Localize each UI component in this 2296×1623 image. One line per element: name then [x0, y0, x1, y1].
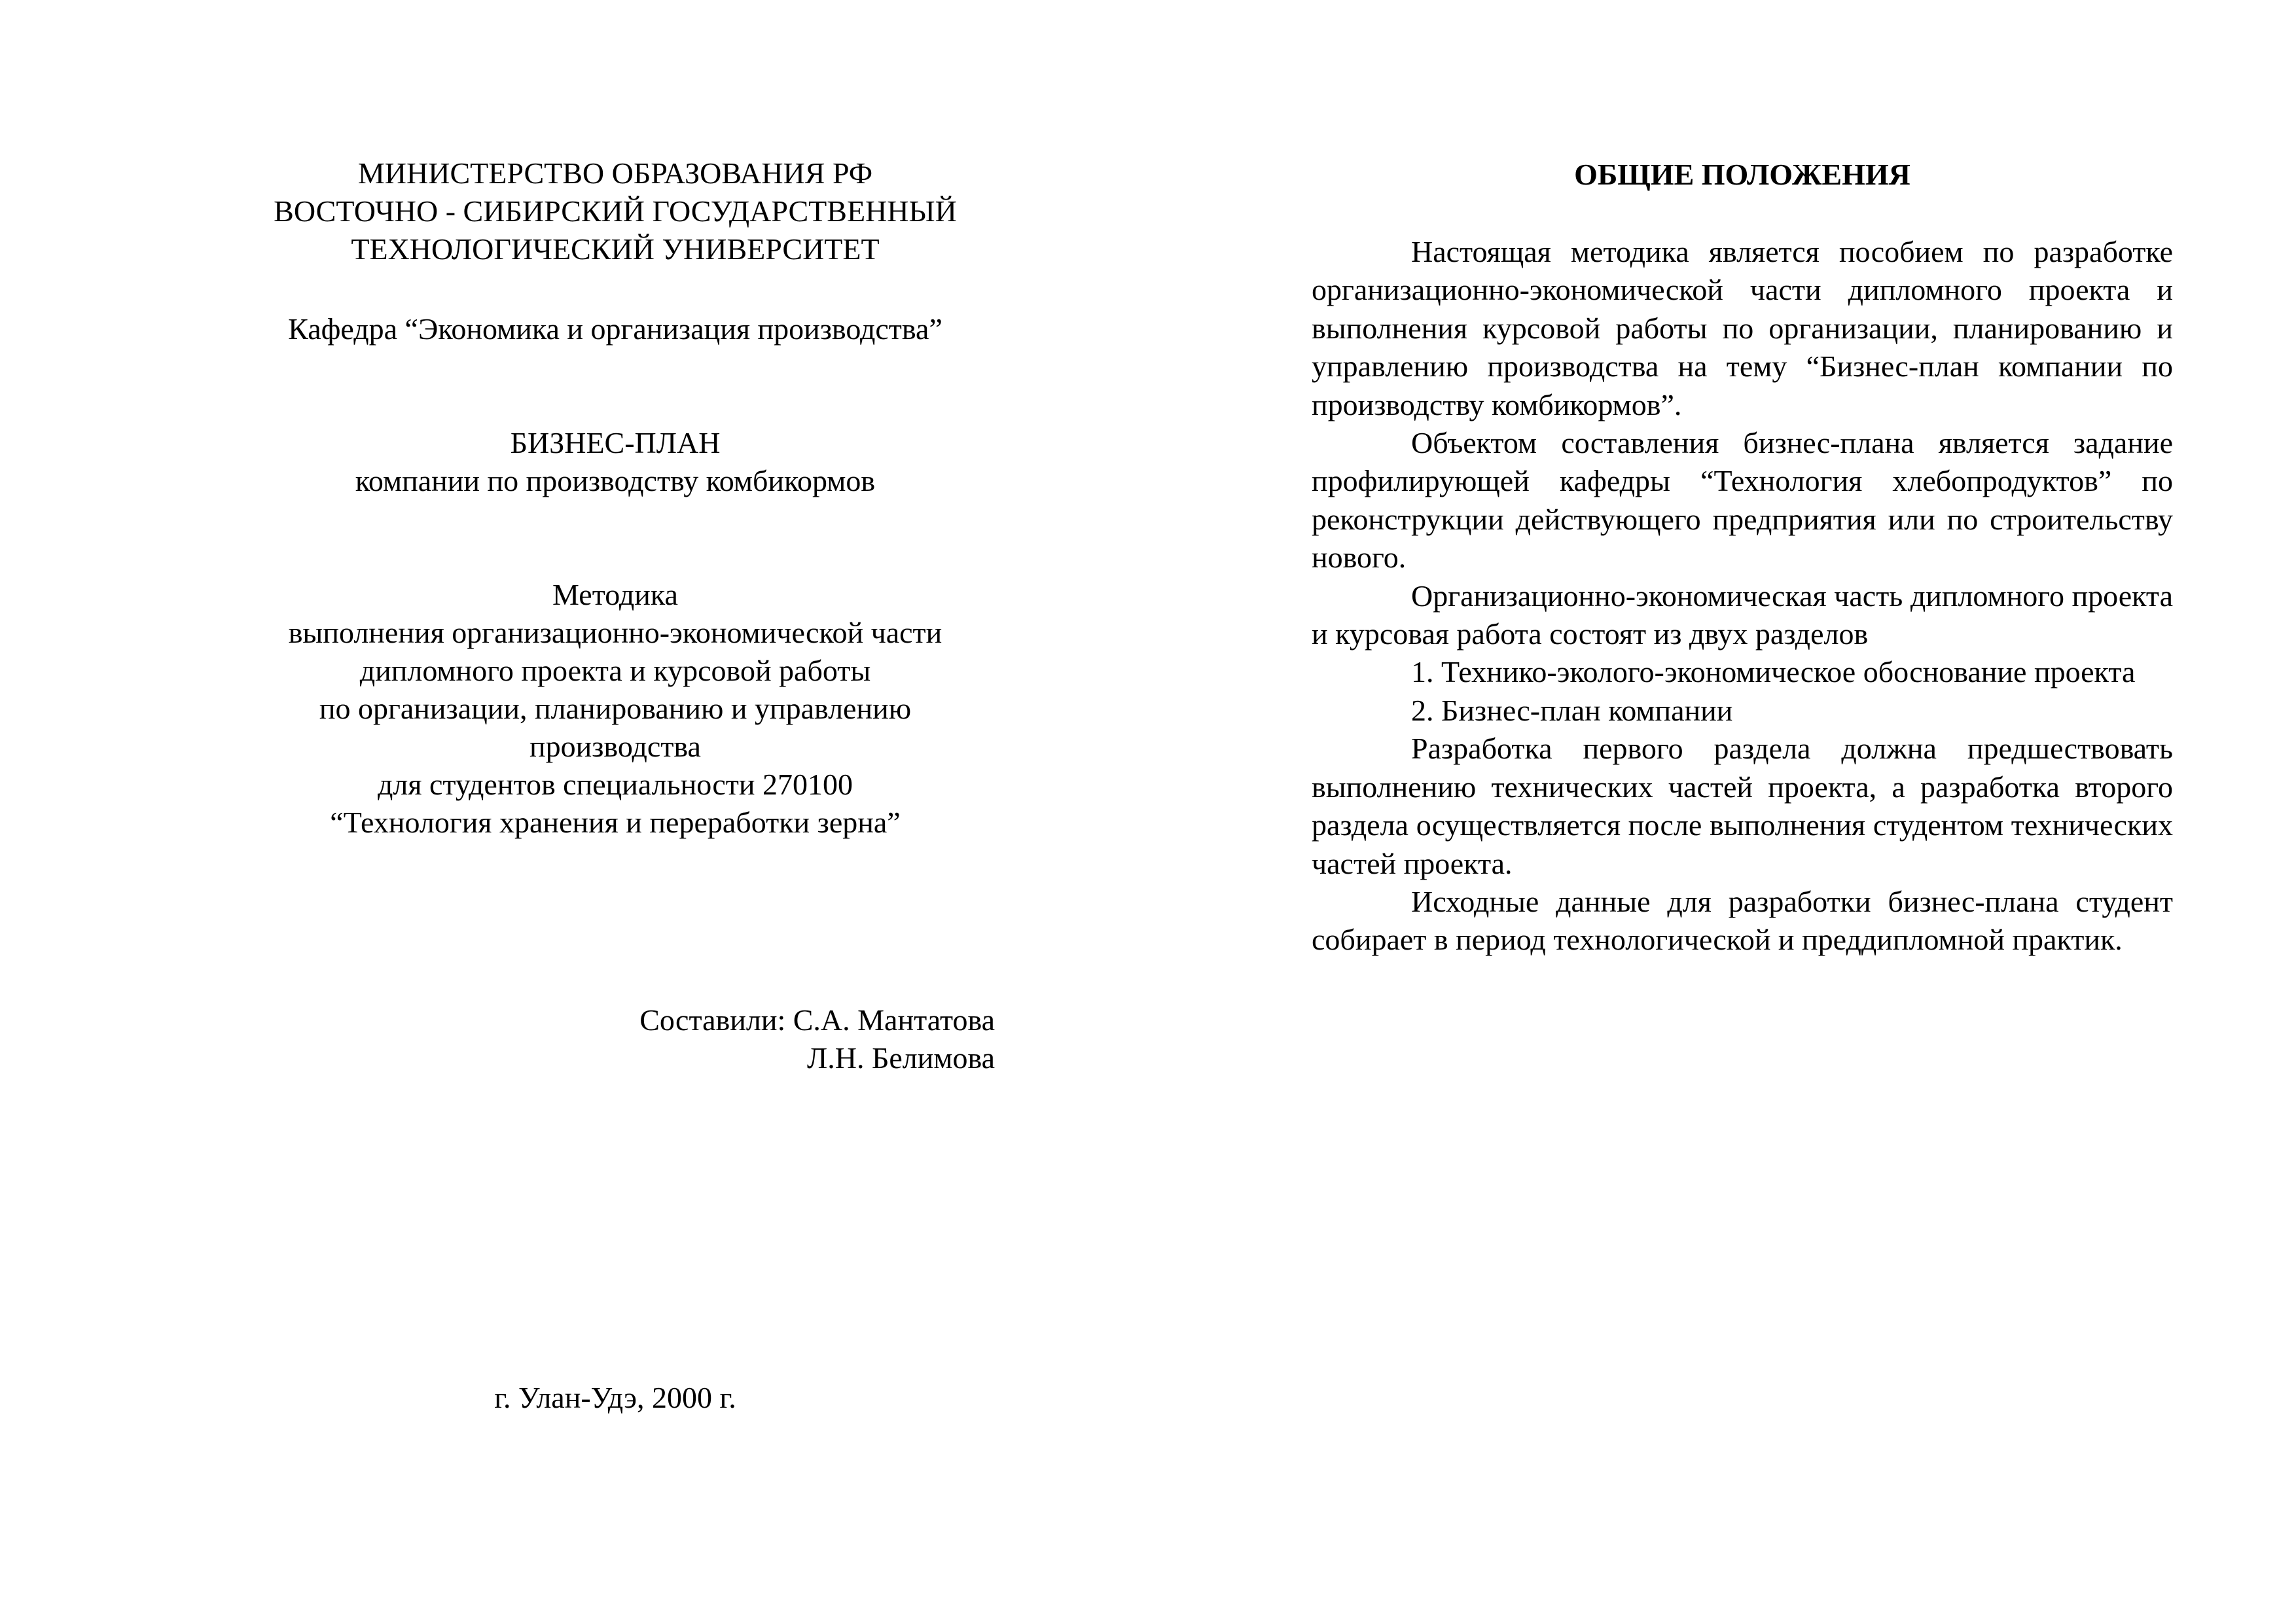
paragraph-3: Организационно-экономическая часть дипломного проекта и курсовая работа состоят из двух разделов	[1312, 579, 2173, 651]
method-description	[196, 576, 1034, 842]
department-line: Кафедра “Экономика и организация производства”	[288, 312, 942, 346]
section-title: ОБЩИЕ ПОЛОЖЕНИЯ	[1574, 158, 1910, 191]
method-line-5: производства	[529, 730, 701, 763]
title-line-2: компании по производству комбикормов	[355, 464, 876, 497]
compilers-line-1: Составили: С.А. Мантатова	[639, 1003, 995, 1037]
paragraph-1: Настоящая методика является пособием по разработке организационно-экономической части дипломного проекта и выполнения курсовой работы по организации, планированию и управлению производства на тему “Бизнес-план компании по производству комбикормов”.	[1312, 235, 2173, 421]
paragraph-4: Разработка первого раздела должна предшествовать выполнению технических частей проекта, а разработка второго раздела осуществляется после выполнения студентом технических частей проекта.	[1312, 732, 2173, 880]
method-line-1: Методика	[552, 578, 678, 611]
department-name	[196, 310, 1034, 348]
section-body	[1312, 233, 2173, 959]
paragraph-2: Объектом составления бизнес-плана является задание профилирующей кафедры “Технология хлебопродуктов” по реконструкции действующего предприятия или по строительству нового.	[1312, 426, 2173, 575]
method-line-2: выполнения организационно-экономической части	[288, 616, 942, 649]
compilers-block	[589, 1001, 995, 1077]
ministry-header	[196, 154, 1034, 268]
method-line-6: для студентов специальности 270100	[377, 768, 853, 801]
compilers-line-2: Л.Н. Белимова	[807, 1041, 995, 1075]
right-page	[1148, 0, 2296, 1623]
list-item-1: 1. Технико-эколого-экономическое обоснование проекта	[1411, 655, 2136, 689]
university-line-1: ВОСТОЧНО - СИБИРСКИЙ ГОСУДАРСТВЕННЫЙ	[274, 194, 957, 228]
method-line-3: дипломного проекта и курсовой работы	[359, 654, 871, 687]
ministry-line: МИНИСТЕРСТВО ОБРАЗОВАНИЯ РФ	[357, 156, 873, 190]
method-line-7: “Технология хранения и переработки зерна”	[330, 806, 901, 839]
paragraph-5: Исходные данные для разработки бизнес-плана студент собирает в период технологической и преддипломной практик.	[1312, 884, 2173, 957]
university-line-2: ТЕХНОЛОГИЧЕСКИЙ УНИВЕРСИТЕТ	[351, 232, 880, 266]
document-title	[196, 424, 1034, 500]
method-line-4: по организации, планированию и управлению	[319, 692, 912, 725]
list-item-2: 2. Бизнес-план компании	[1411, 693, 1733, 727]
title-line-1: БИЗНЕС-ПЛАН	[510, 426, 721, 459]
city-year: г. Улан-Удэ, 2000 г.	[494, 1381, 736, 1414]
